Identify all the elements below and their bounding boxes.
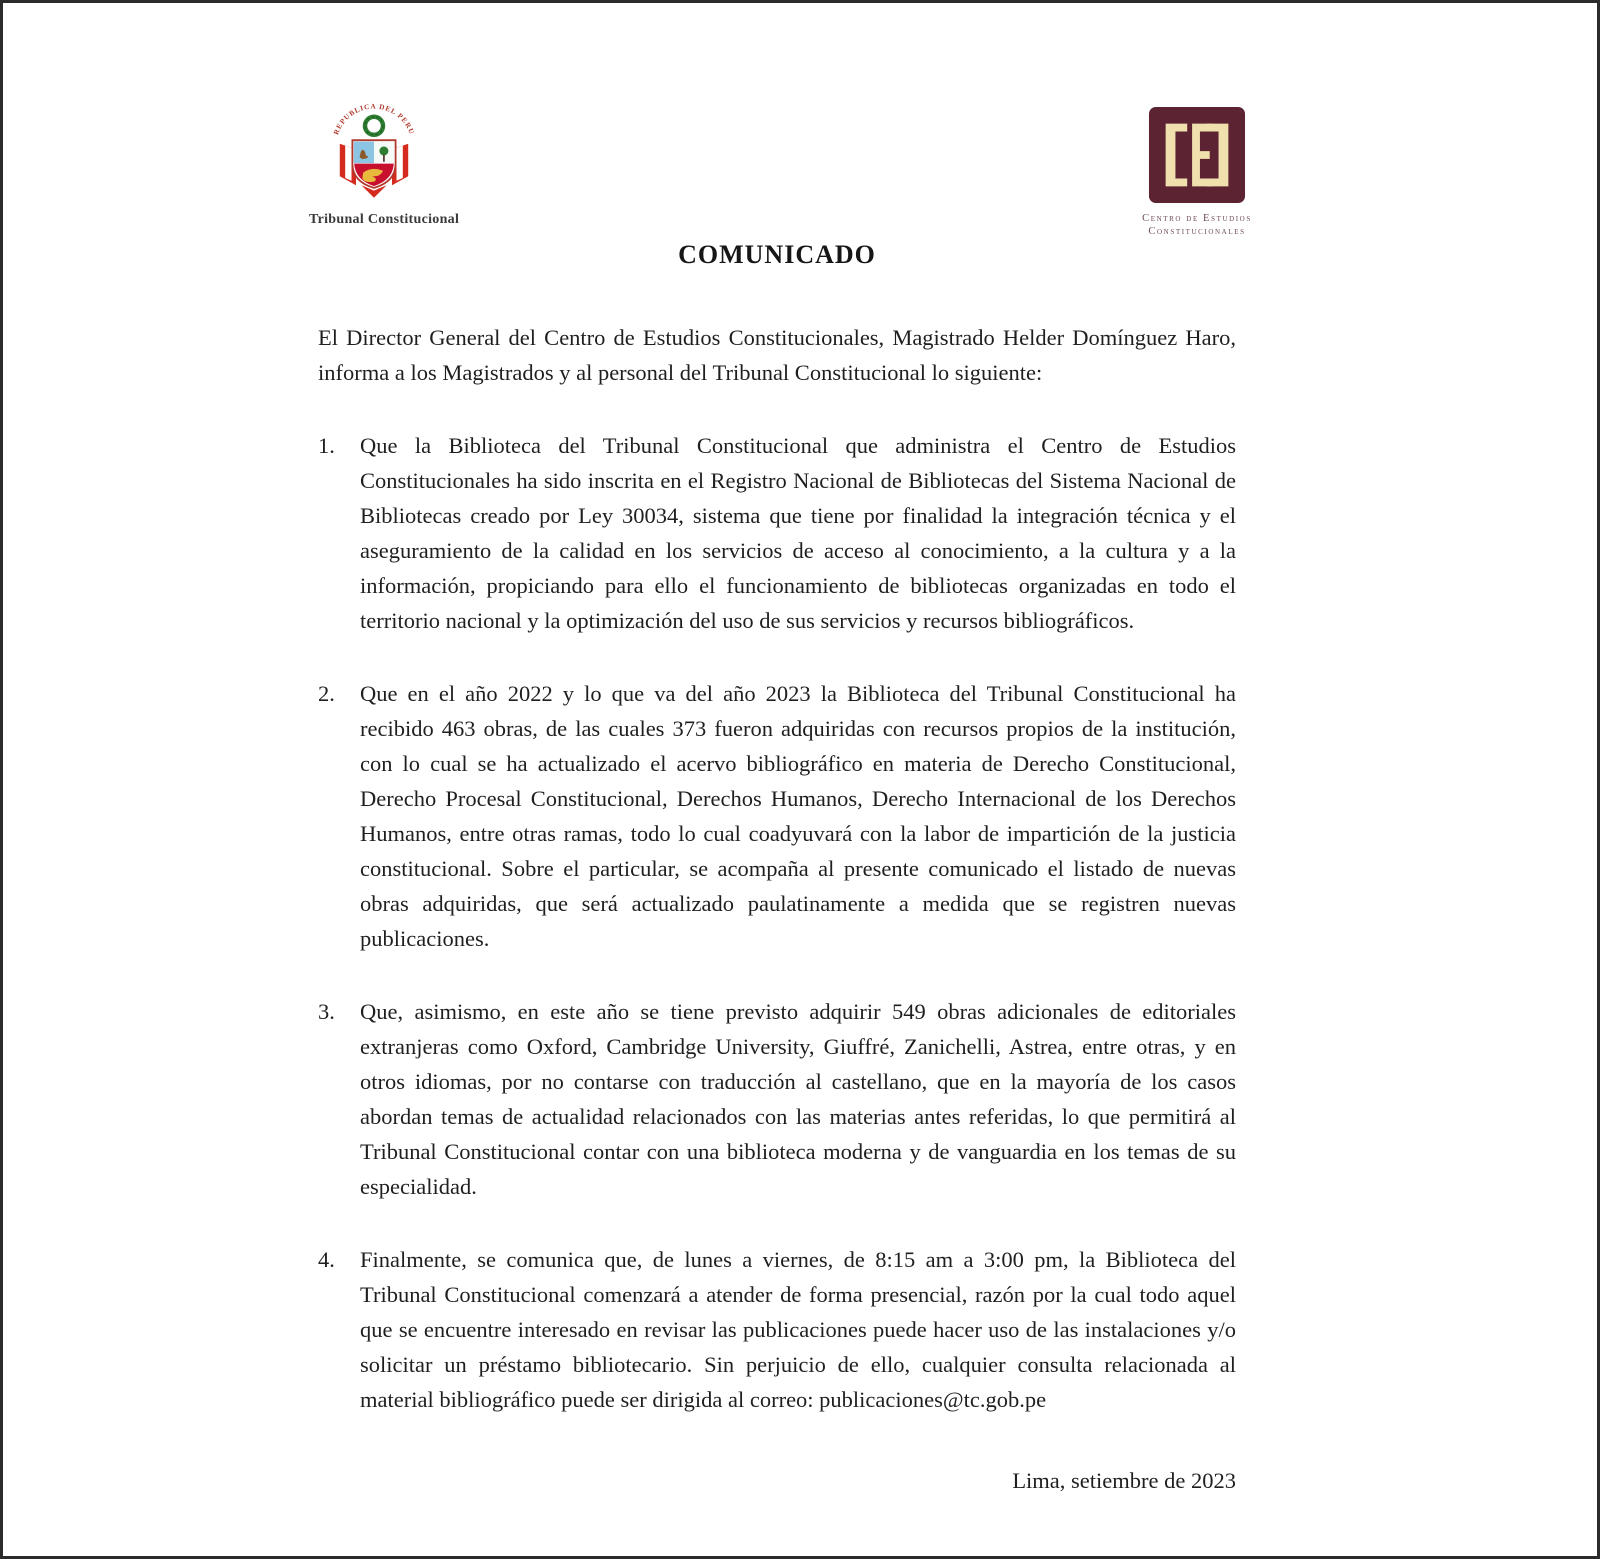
item-number: 2.	[318, 680, 335, 706]
item-text: Que la Biblioteca del Tribunal Constitucional que administra el Centro de Estudios Constitucionales ha sido inscrita en el Registro Nacional de Bibliotecas del Sistema Nacional de Bibliotecas creado por Ley 30034, sistema que tiene por finalidad la integración técnica y el aseguramiento de la calidad en los servicios de acceso al conocimiento, a la cultura y a la información, propiciando para ello el funcionamiento de bibliotecas organizadas en todo el territorio nacional y la optimización del uso de sus servicios y recursos bibliográficos.	[360, 432, 1236, 633]
item-number: 4.	[318, 1246, 335, 1272]
list-item-1	[318, 428, 1236, 638]
tribunal-logo-caption: Tribunal Constitucional	[309, 212, 460, 227]
document-body	[318, 297, 1236, 1498]
cec-caption-line1: Centro de Estudios	[1142, 213, 1252, 224]
item-text: Que, asimismo, en este año se tiene previsto adquirir 549 obras adicionales de editoriales extranjeras como Oxford, Cambridge University, Giuffré, Zanichelli, Astrea, entre otras, y en otros idiomas, por no contarse con traducción al castellano, que en la mayoría de los casos abordan temas de actualidad relacionados con las materias antes referidas, lo que permitirá al Tribunal Constitucional contar con una biblioteca moderna y de vanguardia en los temas de su especialidad.	[360, 998, 1236, 1199]
item-text: Que en el año 2022 y lo que va del año 2023 la Biblioteca del Tribunal Constitucional ha recibido 463 obras, de las cuales 373 fueron adquiridas con recursos propios de la institución, con lo cual se ha actualizado el acervo bibliográfico en materia de Derecho Constitucional, Derecho Procesal Constitucional, Derechos Humanos, Derecho Internacional de los Derechos Humanos, entre otras ramas, todo lo cual coadyuvará con la labor de impartición de la justicia constitucional. Sobre el particular, se acompaña al presente comunicado el listado de nuevas obras adquiridas, que será actualizado paulatinamente a medida que se registren nuevas publicaciones.	[360, 680, 1236, 951]
cec-logo	[1131, 106, 1263, 238]
peru-coat-of-arms-icon	[320, 97, 428, 205]
cec-monogram-icon	[1148, 106, 1246, 204]
svg-text:REPUBLICA DEL PERU	[332, 102, 416, 135]
item-text: Finalmente, se comunica que, de lunes a viernes, de 8:15 am a 3:00 pm, la Biblioteca del Tribunal Constitucional comenzará a atender de forma presencial, razón por la cual todo aquel que se encuentre interesado en revisar las publicaciones puede hacer uso de las instalaciones y/o solicitar un préstamo bibliotecario. Sin perjuicio de ello, cualquier consulta relacionada al material bibliográfico puede ser dirigida al correo: publicaciones@tc.gob.pe	[360, 1246, 1236, 1412]
intro-paragraph: El Director General del Centro de Estudios Constitucionales, Magistrado Helder Domínguez Haro, informa a los Magistrados y al personal del Tribunal Constitucional lo siguiente:	[318, 324, 1236, 385]
item-number: 1.	[318, 432, 335, 458]
cec-caption-line2: Constitucionales	[1148, 226, 1246, 237]
list-item-3	[318, 994, 1236, 1204]
list-item-4	[318, 1242, 1236, 1417]
list-item-2	[318, 676, 1236, 956]
tribunal-constitucional-logo	[309, 97, 460, 228]
document-title: COMUNICADO	[678, 240, 876, 269]
date-line: Lima, setiembre de 2023	[1012, 1467, 1236, 1493]
coat-of-arms-arc-text: REPUBLICA DEL PERU	[332, 102, 416, 136]
item-number: 3.	[318, 998, 335, 1024]
cec-logo-caption	[1131, 212, 1263, 238]
